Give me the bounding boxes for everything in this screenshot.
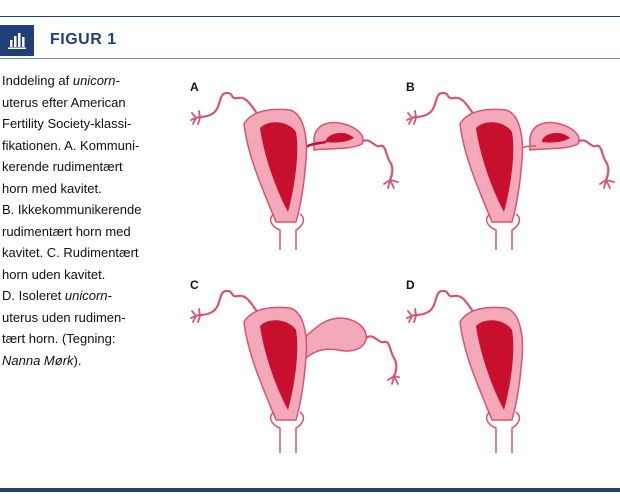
bar-chart-icon (0, 25, 34, 56)
caption-line (2, 156, 158, 178)
solid-rudimentary-horn (304, 318, 366, 360)
right-fallopian-tube (362, 140, 392, 180)
caption-line (2, 328, 158, 350)
caption-line (2, 113, 158, 135)
right-fimbriae (384, 180, 398, 188)
uterus-illustration-b (406, 80, 616, 250)
caption-text: uterus uden rudimen- (2, 309, 126, 325)
caption-italic-text: unicorn- (72, 73, 120, 88)
panel-a (190, 80, 400, 275)
header-rule (0, 58, 620, 59)
figure-label: FIGUR 1 (50, 31, 117, 48)
panel-letter-a: A (190, 80, 199, 94)
uterus-illustration-d (406, 278, 616, 453)
right-fallopian-tube (578, 140, 608, 180)
caption-text: kerende rudimentært (2, 159, 123, 174)
caption-text: tært horn. (Tegning: (2, 331, 116, 346)
caption-text: D. Isoleret (2, 288, 65, 303)
caption-text: ). (73, 352, 82, 368)
caption-line (2, 199, 158, 221)
panel-d (406, 278, 616, 473)
right-fimbriae (600, 180, 614, 188)
uterus-illustration-a (190, 80, 400, 250)
bottom-rule (0, 488, 620, 492)
right-fimbriae (388, 376, 400, 384)
panel-letter-d: D (406, 278, 415, 292)
caption-italic-text: Nanna Mørk (2, 352, 74, 368)
caption-text: rudimentært horn med (2, 223, 131, 239)
caption-text: kavitet. C. Rudimentært (2, 245, 139, 260)
panel-b (406, 80, 616, 275)
caption-line (2, 70, 158, 92)
caption-line (2, 242, 158, 264)
caption-line (2, 350, 158, 372)
caption-line (2, 221, 158, 243)
panel-letter-c: C (190, 278, 199, 292)
uterus-illustration-c (190, 278, 400, 453)
panel-letter-b: B (406, 80, 415, 94)
caption-text: B. Ikkekommunikerende (2, 202, 142, 217)
caption-line (2, 178, 158, 200)
caption-text: Inddeling af (2, 73, 73, 88)
caption-line (2, 285, 158, 307)
caption-italic-text: unicorn- (64, 288, 112, 303)
right-fallopian-tube (366, 336, 396, 376)
caption-text: fikationen. A. Kommuni- (2, 137, 140, 153)
figure-caption (2, 70, 158, 371)
caption-text: horn med kavitet. (2, 180, 102, 196)
caption-text: Fertility Society-klassi- (2, 116, 132, 131)
panel-c (190, 278, 400, 473)
caption-line (2, 307, 158, 329)
caption-line (2, 264, 158, 286)
caption-line (2, 135, 158, 157)
caption-text: uterus efter American (2, 94, 126, 110)
top-rule (0, 16, 620, 17)
caption-line (2, 92, 158, 114)
caption-text: horn uden kavitet. (2, 266, 106, 282)
